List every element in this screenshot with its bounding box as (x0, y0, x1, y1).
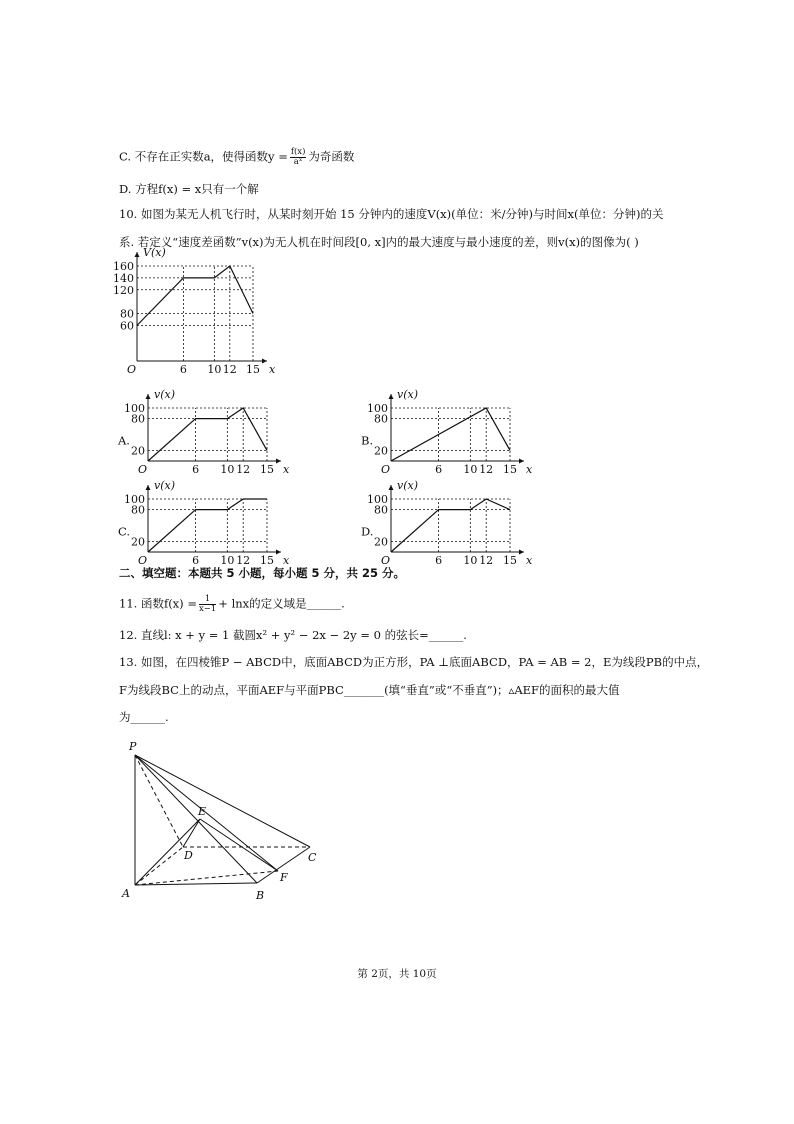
A-y-arrow (146, 394, 151, 399)
B-xtick-6: 6 (435, 463, 443, 476)
C-xtick-15: 15 (260, 554, 274, 567)
main-ytick-80: 80 (120, 307, 134, 321)
q11-fraction: $\frac{1}{x-1}$ (198, 594, 217, 614)
C-ytick-20: 20 (131, 535, 145, 549)
q10-line2: 系. 若定义“速度差函数”v(x)为无人机在时间段[0, x]内的最大速度与最小速度的差，则v(x)的图像为( ) (119, 235, 639, 249)
A-xtick-12: 12 (236, 463, 251, 476)
A-option-label: A. (118, 433, 130, 448)
A-y-label: v(x) (154, 388, 176, 401)
D-ytick-80: 80 (374, 503, 388, 517)
main-ytick-160: 160 (113, 260, 134, 273)
label-f: F (280, 871, 288, 884)
C-x-arrow (276, 550, 281, 555)
label-a: A (122, 887, 130, 900)
q12: 12. 直线l: x + y = 1 截圆x² + y² − 2x − 2y = 0 的弦长=______. (119, 628, 467, 642)
option-c-fraction: $\frac{f(x)}{\text{aˣ}}$ (290, 147, 306, 167)
D-series-line (391, 499, 510, 552)
C-xtick-6: 6 (192, 554, 200, 567)
D-xtick-12: 12 (479, 554, 494, 567)
edge-ab (135, 883, 257, 885)
q13-line1: 13. 如图，在四棱锥P − ABCD中，底面ABCD为正方形，PA ⊥底面ABCD，PA = AB = 2，E为线段PB的中点， (119, 655, 709, 669)
A-series-line (148, 408, 267, 461)
label-c: C (308, 851, 317, 864)
q11: 11. 函数f(x) = $\frac{1}{x-1}$ + lnx的定义域是______. (119, 594, 345, 614)
C-xtick-12: 12 (236, 554, 251, 567)
D-y-arrow (389, 485, 394, 490)
D-ytick-20: 20 (374, 535, 388, 549)
main-x-arrow (262, 359, 267, 364)
A-xtick-10: 10 (220, 463, 235, 476)
A-xtick-6: 6 (192, 463, 200, 476)
edge-pd (135, 755, 183, 847)
main-ytick-120: 120 (113, 283, 134, 297)
A-x-label: x (283, 463, 290, 476)
label-b: B (256, 889, 265, 902)
main-ytick-140: 140 (113, 271, 134, 285)
q13-line2: F为线段BC上的动点，平面AEF与平面PBC_______(填“垂直”或“不垂直”)；▵AEF的面积的最大值 (119, 683, 620, 697)
main-xtick-12: 12 (222, 363, 237, 376)
option-d: D. 方程f(x) = x只有一个解 (119, 182, 259, 196)
C-origin-label: O (138, 554, 148, 567)
page-footer: 第 2页，共 10页 (357, 968, 437, 980)
A-ytick-80: 80 (131, 412, 145, 426)
section2-heading: 二、填空题：本题共 5 小题，每小题 5 分，共 25 分。 (119, 566, 406, 580)
A-xtick-15: 15 (260, 463, 274, 476)
q13-line3: 为______. (119, 710, 169, 724)
B-y-label: v(x) (397, 388, 419, 401)
B-ytick-80: 80 (374, 412, 388, 426)
D-x-arrow (519, 550, 524, 555)
main-xtick-10: 10 (207, 363, 222, 376)
A-origin-label: O (138, 463, 148, 476)
label-e: E (198, 805, 207, 818)
B-xtick-15: 15 (503, 463, 517, 476)
C-option-label: C. (118, 524, 131, 539)
label-d: D (184, 849, 193, 862)
C-y-arrow (146, 485, 151, 490)
D-xtick-6: 6 (435, 554, 443, 567)
B-ytick-20: 20 (374, 444, 388, 458)
B-ytick-100: 100 (367, 402, 388, 415)
D-xtick-10: 10 (463, 554, 478, 567)
main-series-line (137, 266, 253, 325)
edge-ad (135, 847, 183, 885)
C-y-label: v(x) (154, 479, 176, 492)
A-x-arrow (276, 459, 281, 464)
C-x-label: x (283, 554, 290, 567)
edge-ef (200, 819, 278, 871)
D-xtick-15: 15 (503, 554, 517, 567)
B-series-line (391, 408, 510, 461)
edge-pf (135, 755, 278, 871)
C-ytick-100: 100 (124, 493, 145, 506)
main-xtick-6: 6 (179, 363, 187, 376)
D-option-label: D. (361, 524, 374, 539)
B-y-arrow (389, 394, 394, 399)
edge-pc (135, 755, 310, 847)
D-y-label: v(x) (397, 479, 419, 492)
C-series-line (148, 499, 267, 552)
option-c-pre: C. 不存在正实数a，使得函数y = (119, 149, 288, 164)
D-origin-label: O (381, 554, 391, 567)
q10-line1: 10. 如图为某无人机飞行时，从某时刻开始 15 分钟内的速度V(x)(单位：米/分钟)与时间x(单位：分钟)的关 (119, 207, 664, 221)
edge-pb (135, 755, 257, 883)
B-x-label: x (526, 463, 533, 476)
B-xtick-12: 12 (479, 463, 494, 476)
main-y-arrow (135, 252, 140, 257)
D-ytick-100: 100 (367, 493, 388, 506)
main-origin-label: O (127, 363, 137, 376)
C-xtick-10: 10 (220, 554, 235, 567)
B-x-arrow (519, 459, 524, 464)
B-origin-label: O (381, 463, 391, 476)
main-y-label: V(x) (143, 246, 166, 259)
main-xtick-15: 15 (246, 363, 260, 376)
main-x-label: x (269, 363, 276, 376)
D-x-label: x (526, 554, 533, 567)
A-ytick-100: 100 (124, 402, 145, 415)
option-c-post: 为奇函数 (308, 149, 355, 164)
main-ytick-60: 60 (120, 319, 134, 333)
C-ytick-80: 80 (131, 503, 145, 517)
pyramid-figure (110, 735, 350, 905)
B-option-label: B. (361, 433, 374, 448)
B-xtick-10: 10 (463, 463, 478, 476)
A-ytick-20: 20 (131, 444, 145, 458)
label-p: P (129, 740, 137, 753)
